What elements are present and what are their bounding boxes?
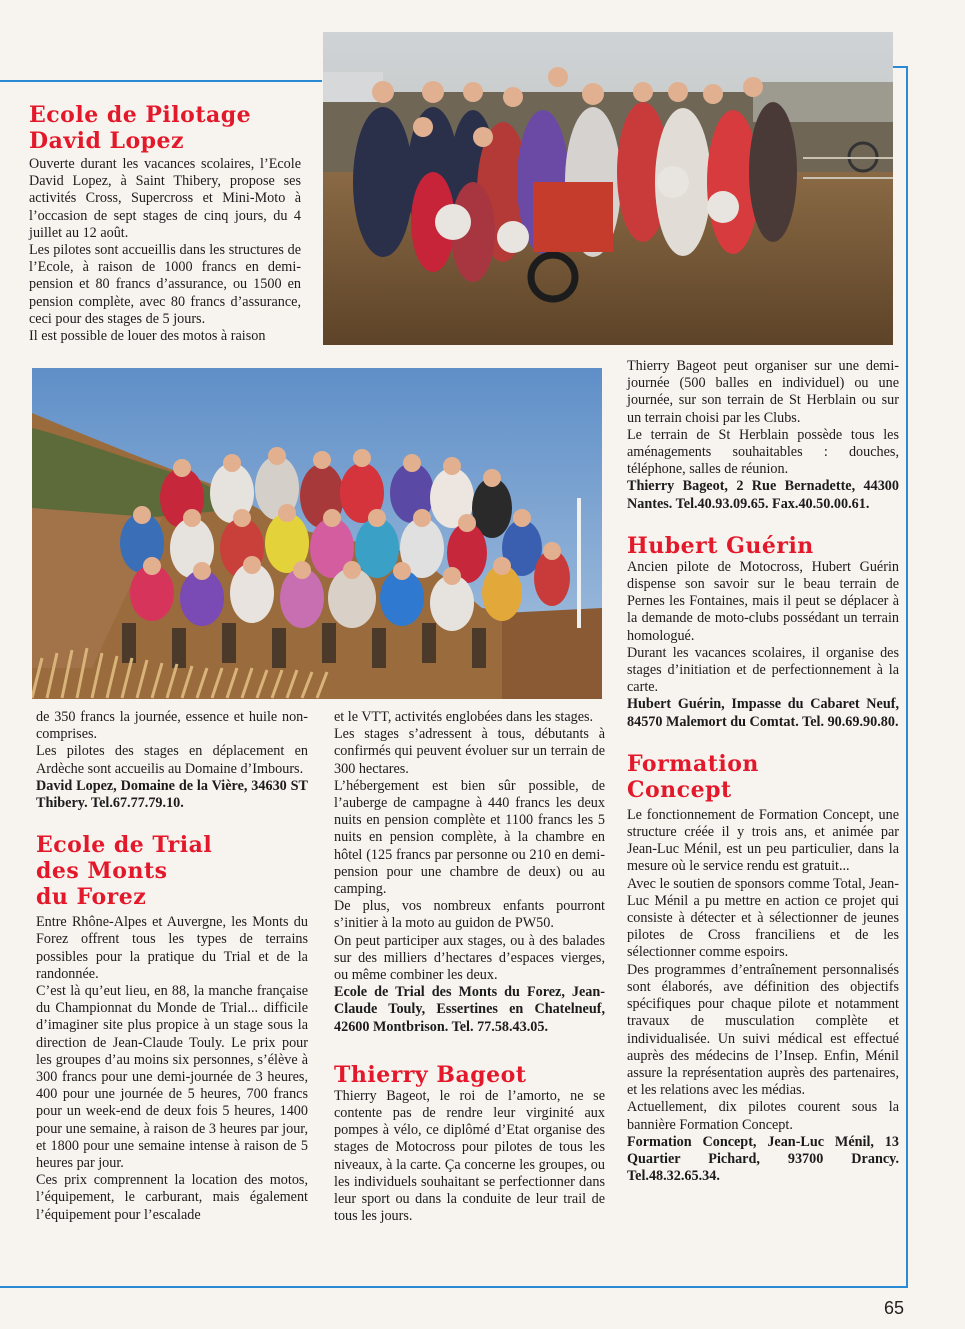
trial-paragraph-5: Les stages s’adressent à tous, débutants à confirmés qui peuvent évoluer sur un terrain de 300 hectares. [334,726,605,777]
lopez-heading-line-1: Ecole de Pilotage [29,102,252,128]
formation-paragraph-1: Le fonctionnement de Formation Concept, une structure créée il y trois ans, et animée par Jean-Luc Ménil, est un peu particulier, dans la mesure où le service rendu est gratuit... [627,806,899,875]
lopez-heading-line-2: David Lopez [29,128,185,154]
page-number: 65 [884,1298,905,1318]
lopez-paragraph-2: Les pilotes sont accueillis dans les structures de l’Ecole, à raison de 1000 francs en demi-pension et 80 francs d’assurance, ou 1500 en pension complète, avec 80 francs d’assurance, ceci pour des stages de 5 jours. [29,242,301,327]
section-lopez-continued [36,709,308,1224]
photo-group-trial [32,368,602,699]
guerin-heading-line-1: Hubert Guérin [627,532,814,559]
trial-heading [36,832,308,910]
trial-address: Ecole de Trial des Monts du Forez, Jean-Claude Touly, Essertines en Chatelneuf, 42600 Montbrison. Tel. 77.58.43.05. [334,984,605,1035]
trial-paragraph-2: C’est là qu’eut lieu, en 88, la manche française du Championnat du Monde de Trial... difficile d’imaginer site plus propice à un stage sous la direction de Jean-Claude Touly. Le prix pour les groupes d’au moins six personnes, s’élève à 300 francs pour une demi-journée de 3 heures, 400 pour une journée de 5 heures, 700 francs pour un week-end de deux fois 5 heures, 1400 pour une semaine, à raison de 3 heures par jour, et 1800 pour une semaine intense à raison de 5 heures par jour. [36,983,308,1172]
trial-paragraph-4: et le VTT, activités englobées dans les stages. [334,709,594,725]
lopez-paragraph-3a: Il est possible de louer des motos à raison [29,328,266,345]
bageot-paragraph-2: Thierry Bageot peut organiser sur une demi-journée (500 balles en individuel) ou une journée, sur son terrain de St Herblain ou sur un terrain choisi par les Clubs. [627,358,899,426]
photo-group-lopez [323,32,893,345]
section-trial-continued [334,709,605,1225]
trial-paragraph-7: De plus, vos nombreux enfants pourront s’initier à la moto au guidon de PW50. [334,898,605,932]
formation-paragraph-3: Des programmes d’entraînement personnalisés sont élaborés, ave définition des objectifs spécifiques pour chaque pilote et notamment travaux de musculation complète et individualisée. Un suivi médical est effectué auprès des médecins de l’Insep. Enfin, Ménil assure la représentation auprès des partenaires, et les relations avec les médias. [627,961,899,1099]
bageot-heading-line-1: Thierry Bageot [334,1061,527,1088]
lopez-paragraph-1: Ouverte durant les vacances scolaires, l’Ecole David Lopez, à Saint Thibery, propose ses activités Cross, Supercross et Mini-Moto à l’occasion de sept stages de cinq jours, du 4 juillet au 12 août. [29,156,301,241]
frame-line-left [0,80,322,82]
formation-paragraph-4: Actuellement, dix pilotes courent sous la bannière Formation Concept. [627,1099,899,1133]
bageot-heading [334,1062,605,1088]
bageot-paragraph-3: Le terrain de St Herblain possède tous les aménagements souhaitables : douches, téléphone, salles de réunion. [627,426,899,478]
lopez-paragraph-4: Les pilotes des stages en déplacement en Ardèche sont accueilis au Domaine d’Imbours. [36,743,308,777]
formation-paragraph-2: Avec le soutien de sponsors comme Total, Jean-Luc Ménil a pu mettre en action ce projet qui consiste à détecter et à sélectionner de jeunes pilotes de Cross franciliens et de les sélectionner comme espoirs. [627,875,899,961]
guerin-address: Hubert Guérin, Impasse du Cabaret Neuf, 84570 Malemort du Comtat. Tel. 90.69.90.80. [627,696,899,730]
trial-heading-line-1: Ecole de Trial [36,832,213,859]
bageot-paragraph-1: Thierry Bageot, le roi de l’amorto, ne se contente pas de rendre leur virginité aux pompes à vélo, ce diplômé d’Etat organise des stages de Motocross pour pilotes de tous les niveaux, à la carte. Ça concerne les groupes, ou les individuels souhaitant se perfectionner dans leur sport ou dans la conduite de leur trail de tous les jours. [334,1087,605,1225]
lopez-paragraph-3b: de 350 francs la journée, essence et huile non-comprises. [36,709,308,743]
formation-heading [627,751,899,803]
trial-paragraph-1: Entre Rhône-Alpes et Auvergne, les Monts du Forez offrent tous les types de terrains possibles pour la pratique du Trial et de la randonnée. [36,914,308,982]
bageot-address: Thierry Bageot, 2 Rue Bernadette, 44300 Nantes. Tel.40.93.09.65. Fax.40.50.00.61. [627,478,899,512]
guerin-paragraph-2: Durant les vacances scolaires, il organise des stages d’initiation et de perfectionnement à la carte. [627,644,899,696]
trial-heading-line-3: du Forez [36,884,147,911]
formation-heading-line-1: Formation [627,750,759,777]
frame-line-right [906,66,908,1288]
section-bageot-continued [627,358,899,1185]
lopez-heading [29,102,301,154]
lopez-address: David Lopez, Domaine de la Vière, 34630 ST Thibery. Tel.67.77.79.10. [36,777,308,812]
trial-paragraph-6: L’hébergement est bien sûr possible, de l’auberge de campagne à 440 francs les deux nuits en pension complète et 1100 francs les 5 nuits en pension complète, à la chambre en hôtel (125 francs par personne ou 210 en demi-pension pour une chambre de deux) ou au camping. [334,777,605,898]
guerin-paragraph-1: Ancien pilote de Motocross, Hubert Guérin dispense son savoir sur le beau terrain de Pernes les Fontaines, mais il peut se déplacer à la demande de moto-clubs possédant un terrain homologué. [627,558,899,644]
trial-paragraph-3: Ces prix comprennent la location des motos, l’équipement, le carburant, mais également l’équipement pour l’escalade [36,1172,308,1223]
frame-line-bottom [0,1286,908,1288]
guerin-heading [627,533,899,559]
trial-heading-line-2: des Monts [36,858,168,885]
formation-address: Formation Concept, Jean-Luc Ménil, 13 Quartier Pichard, 93700 Drancy. Tel.48.32.65.34. [627,1133,899,1185]
section-lopez [29,102,301,345]
formation-heading-line-2: Concept [627,776,732,803]
trial-paragraph-8: On peut participer aux stages, ou à des balades sur des milliers d’hectares d’espaces vierges, ou même combiner les deux. [334,932,605,984]
